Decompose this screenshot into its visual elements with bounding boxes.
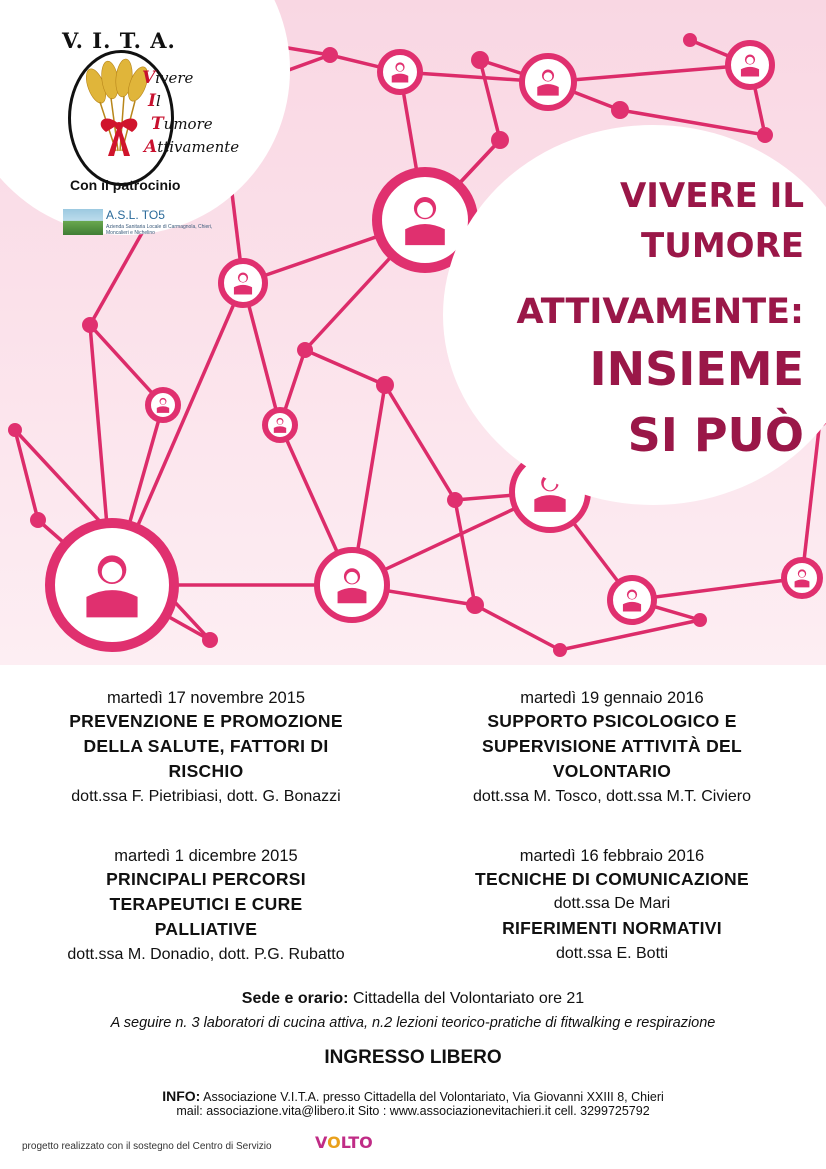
ingresso-libero: INGRESSO LIBERO — [324, 1047, 502, 1068]
event-3 — [16, 845, 396, 968]
info-line-1 — [0, 1088, 826, 1104]
person-node-icon — [522, 56, 574, 108]
sede-value: Cittadella del Volontariato ore 21 — [352, 990, 585, 1007]
info-label: INFO: — [162, 1088, 201, 1104]
network-dot — [447, 492, 463, 508]
event-title-line: SUPERVISIONE ATTIVITÀ DEL — [482, 736, 742, 756]
network-dot — [297, 342, 313, 358]
network-dot — [693, 613, 707, 627]
info-address: Associazione V.I.T.A. presso Cittadella del Volontariato, Via Giovanni XXIII 8, Chieri — [203, 1090, 664, 1104]
event-date: martedì 1 dicembre 2015 — [114, 847, 298, 865]
network-dot — [611, 101, 629, 119]
person-node-icon — [317, 550, 387, 620]
asl-name: A.S.L. TO5 — [106, 208, 165, 222]
person-node-icon — [728, 43, 772, 87]
event-title-line: PALLIATIVE — [154, 919, 258, 939]
event-date: martedì 19 gennaio 2016 — [520, 689, 704, 707]
person-node-icon — [50, 523, 174, 647]
event-title-line: PREVENZIONE E PROMOZIONE — [69, 711, 343, 731]
logo-word-vivere: Vivere — [142, 68, 194, 88]
event-speakers: dott.ssa E. Botti — [555, 945, 669, 962]
person-node-icon — [784, 560, 820, 596]
event-title-line: TERAPEUTICI E CURE — [109, 894, 303, 914]
network-dot — [30, 512, 46, 528]
volto-logo: VOLTO — [315, 1133, 373, 1152]
event-title-line: RIFERIMENTI NORMATIVI — [502, 918, 722, 938]
patrocinio-label: Con il patrocinio — [70, 177, 181, 193]
logo-word-il: Il — [148, 91, 161, 111]
network-dot — [322, 47, 338, 63]
title-line-4: INSIEME — [589, 342, 804, 396]
event-speakers: dott.ssa M. Donadio, dott. P.G. Rubatto — [67, 946, 345, 963]
event-title-line: TECNICHE DI COMUNICAZIONE — [475, 869, 749, 889]
network-link — [455, 500, 475, 605]
logo-word-tumore: Tumore — [151, 114, 213, 134]
info-line-2: mail: associazione.vita@libero.it Sito : www.associazionevitachieri.it cell. 3299725792 — [176, 1104, 650, 1118]
asl-subtitle: Azienda Sanitaria Locale di Carmagnola, Chieri, Moncalieri e Nichelino — [106, 224, 213, 236]
event-title-line: PRINCIPALI PERCORSI — [106, 869, 306, 889]
title-line-2: TUMORE — [641, 226, 804, 266]
network-dot — [8, 423, 22, 437]
person-node-icon — [265, 410, 295, 440]
logo-word-attivamente: Attivamente — [144, 137, 240, 157]
event-title-line: RISCHIO — [168, 761, 244, 781]
network-link — [548, 65, 750, 82]
event-2 — [422, 687, 802, 810]
network-link — [632, 578, 802, 600]
network-dot — [466, 596, 484, 614]
event-title-line: VOLONTARIO — [552, 761, 672, 781]
event-speakers: dott.ssa M. Tosco, dott.ssa M.T. Civiero — [472, 788, 752, 805]
network-dot — [376, 376, 394, 394]
event-speakers: dott.ssa F. Pietribiasi, dott. G. Bonazzi — [71, 788, 341, 805]
network-dot — [553, 643, 567, 657]
sede-orario — [0, 990, 826, 1008]
network-link — [480, 60, 500, 140]
event-title-line: SUPPORTO PSICOLOGICO E — [487, 711, 737, 731]
network-link — [385, 385, 455, 500]
person-node-icon — [221, 261, 265, 305]
person-node-icon — [380, 52, 420, 92]
event-title-line: DELLA SALUTE, FATTORI DI — [83, 736, 329, 756]
network-dot — [202, 632, 218, 648]
network-link — [305, 350, 385, 385]
person-node-icon — [148, 390, 178, 420]
title-line-3: ATTIVAMENTE: — [516, 292, 804, 332]
network-dot — [757, 127, 773, 143]
title-line-1: VIVERE IL — [619, 176, 804, 216]
person-node-icon — [610, 578, 654, 622]
event-date: martedì 17 novembre 2015 — [106, 689, 306, 707]
laboratori-note: A seguire n. 3 laboratori di cucina attiva, n.2 lezioni teorico-pratiche di fitwalking e respirazione — [110, 1015, 716, 1031]
title-line-5: SI PUÒ — [627, 408, 804, 462]
progetto-note: progetto realizzato con il sostegno del Centro di Servizio — [22, 1141, 272, 1152]
network-dot — [491, 131, 509, 149]
network-dot — [82, 317, 98, 333]
vita-logo — [62, 28, 240, 168]
network-dot — [471, 51, 489, 69]
network-link — [475, 605, 560, 650]
logo-acronym: V. I. T. A. — [62, 28, 176, 53]
event-date: martedì 16 febbraio 2016 — [519, 847, 705, 865]
sede-label: Sede e orario: — [241, 990, 349, 1007]
event-speakers: dott.ssa De Mari — [553, 895, 671, 912]
event-1 — [16, 687, 396, 810]
network-dot — [683, 33, 697, 47]
asl-landscape-image — [63, 209, 103, 235]
event-4 — [422, 845, 802, 967]
